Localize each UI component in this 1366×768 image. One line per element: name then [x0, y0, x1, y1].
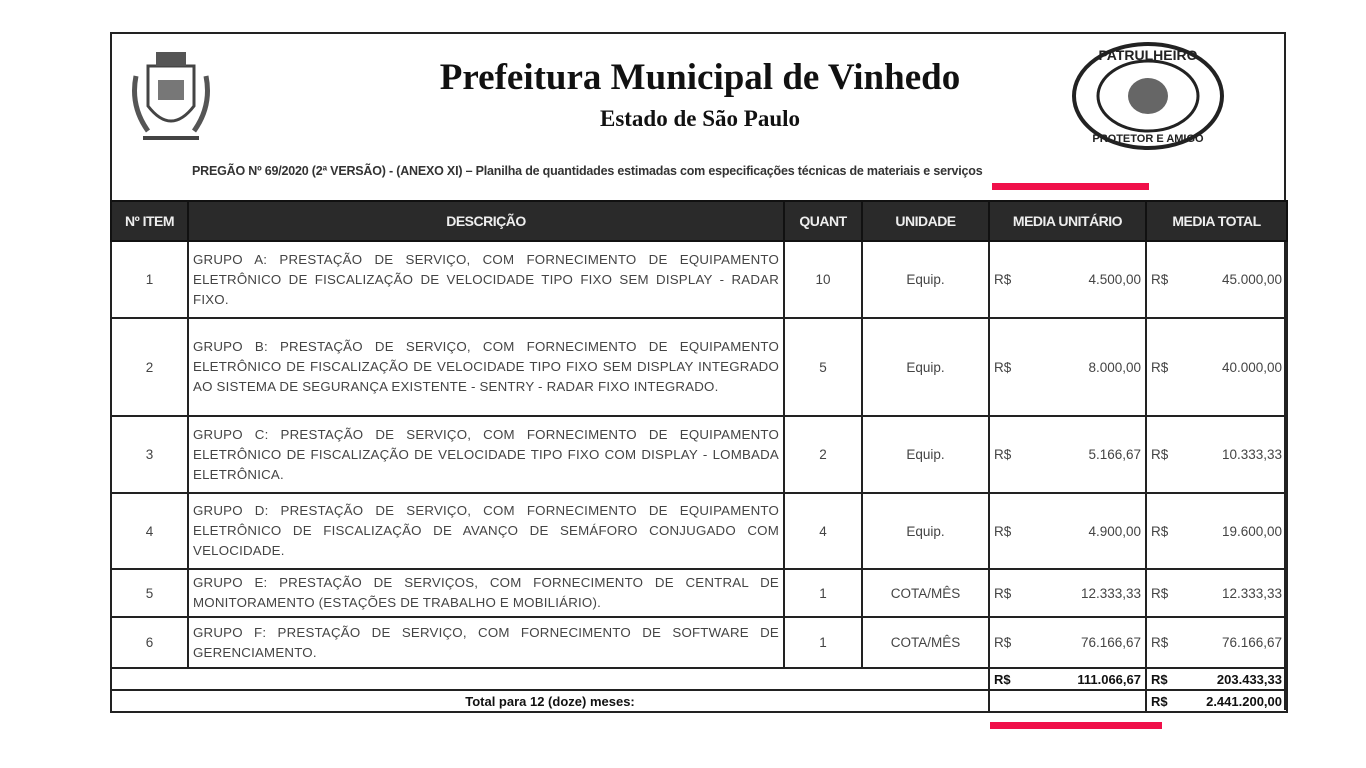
subtotal-row [111, 668, 1287, 690]
subtotal-unit: 111.066,67 [1077, 671, 1141, 687]
item-unit-price: 76.166,67 [1080, 635, 1141, 650]
item-unit: Equip. [862, 416, 989, 493]
item-unit: Equip. [862, 241, 989, 318]
item-quantity: 1 [784, 569, 862, 617]
currency: R$ [1151, 635, 1169, 650]
currency: R$ [1151, 272, 1169, 287]
grand-total-row [111, 690, 1287, 712]
item-description: GRUPO E: PRESTAÇÃO DE SERVIÇOS, COM FORNECIMENTO DE CENTRAL DE MONITORAMENTO (ESTAÇÕES DE TRABALHO E MOBILIÁRIO). [188, 569, 784, 617]
currency: R$ [994, 359, 1012, 375]
item-number: 4 [111, 493, 188, 569]
item-number: 2 [111, 318, 188, 416]
table-row [111, 416, 1287, 493]
item-unit: COTA/MÊS [862, 569, 989, 617]
total-label: Total para 12 (doze) meses: [111, 690, 989, 712]
table-row [111, 318, 1287, 416]
subtotal-total: 203.433,33 [1216, 671, 1282, 687]
currency: R$ [1151, 447, 1169, 462]
grand-total: 2.441.200,00 [1206, 693, 1282, 709]
col-unit: UNIDADE [862, 201, 989, 241]
item-description: GRUPO A: PRESTAÇÃO DE SERVIÇO, COM FORNECIMENTO DE EQUIPAMENTO ELETRÔNICO DE FISCALIZAÇÃO DE VELOCIDADE TIPO FIXO SEM DISPLAY - RADAR FIXO. [188, 241, 784, 318]
col-item: Nº ITEM [111, 201, 188, 241]
item-description: GRUPO D: PRESTAÇÃO DE SERVIÇO, COM FORNECIMENTO DE EQUIPAMENTO ELETRÔNICO DE FISCALIZAÇÃO DE AVANÇO DE SEMÁFORO CONJUGADO COM VELOCIDADE. [188, 493, 784, 569]
table-row [111, 617, 1287, 668]
item-unit: Equip. [862, 318, 989, 416]
highlight-mark-top [992, 183, 1149, 190]
item-unit-price: 8.000,00 [1088, 359, 1141, 375]
currency: R$ [1151, 585, 1169, 601]
item-total: 19.600,00 [1221, 523, 1282, 539]
svg-text:PATRULHEIRO: PATRULHEIRO [1098, 47, 1198, 63]
currency: R$ [1151, 671, 1168, 687]
table-row [111, 569, 1287, 617]
currency: R$ [994, 635, 1012, 650]
item-quantity: 5 [784, 318, 862, 416]
item-unit-price: 5.166,67 [1088, 447, 1141, 462]
item-number: 1 [111, 241, 188, 318]
item-total: 76.166,67 [1221, 635, 1282, 650]
item-number: 3 [111, 416, 188, 493]
item-unit-price: 4.900,00 [1088, 523, 1141, 539]
item-total: 12.333,33 [1221, 585, 1282, 601]
col-quantity: QUANT [784, 201, 862, 241]
currency: R$ [994, 447, 1012, 462]
item-quantity: 2 [784, 416, 862, 493]
page-subtitle: Estado de São Paulo [599, 106, 800, 131]
item-description: GRUPO F: PRESTAÇÃO DE SERVIÇO, COM FORNECIMENTO DE SOFTWARE DE GERENCIAMENTO. [188, 617, 784, 668]
svg-text:PROTETOR E AMIGO: PROTETOR E AMIGO [1092, 133, 1204, 145]
item-total: 40.000,00 [1221, 359, 1282, 375]
item-quantity: 10 [784, 241, 862, 318]
table-header-row [111, 201, 1287, 241]
item-number: 6 [111, 617, 188, 668]
col-description: DESCRIÇÃO [188, 201, 784, 241]
item-total: 45.000,00 [1221, 272, 1282, 287]
quantities-table [110, 200, 1288, 713]
table-row [111, 241, 1287, 318]
col-total: MEDIA TOTAL [1146, 201, 1287, 241]
item-unit: COTA/MÊS [862, 617, 989, 668]
item-unit: Equip. [862, 493, 989, 569]
item-unit-price: 4.500,00 [1088, 272, 1141, 287]
document-description: PREGÃO Nº 69/2020 (2ª VERSÃO) - (ANEXO XI) – Planilha de quantidades estimadas com especificações técnicas de materiais e serviços [192, 164, 983, 178]
item-unit-price: 12.333,33 [1080, 585, 1141, 601]
table-row [111, 493, 1287, 569]
item-number: 5 [111, 569, 188, 617]
item-quantity: 4 [784, 493, 862, 569]
currency: R$ [994, 523, 1012, 539]
currency: R$ [1151, 693, 1168, 709]
currency: R$ [1151, 523, 1169, 539]
item-description: GRUPO B: PRESTAÇÃO DE SERVIÇO, COM FORNECIMENTO DE EQUIPAMENTO ELETRÔNICO DE FISCALIZAÇÃO DE VELOCIDADE TIPO FIXO SEM DISPLAY INTEGRADO AO SISTEMA DE SEGURANÇA EXISTENTE - SENTRY - RADAR FIXO INTEGRADO. [188, 318, 784, 416]
col-unit-price: MEDIA UNITÁRIO [989, 201, 1146, 241]
currency: R$ [994, 272, 1012, 287]
highlight-mark-bottom [990, 722, 1162, 729]
item-quantity: 1 [784, 617, 862, 668]
currency: R$ [1151, 359, 1169, 375]
guard-seal-icon [1070, 40, 1226, 152]
item-total: 10.333,33 [1221, 447, 1282, 462]
item-description: GRUPO C: PRESTAÇÃO DE SERVIÇO, COM FORNECIMENTO DE EQUIPAMENTO ELETRÔNICO DE FISCALIZAÇÃO DE VELOCIDADE TIPO FIXO COM DISPLAY - LOMBADA ELETRÔNICA. [188, 416, 784, 493]
currency: R$ [994, 671, 1011, 687]
page-title: Prefeitura Municipal de Vinhedo [439, 57, 961, 98]
currency: R$ [994, 585, 1012, 601]
